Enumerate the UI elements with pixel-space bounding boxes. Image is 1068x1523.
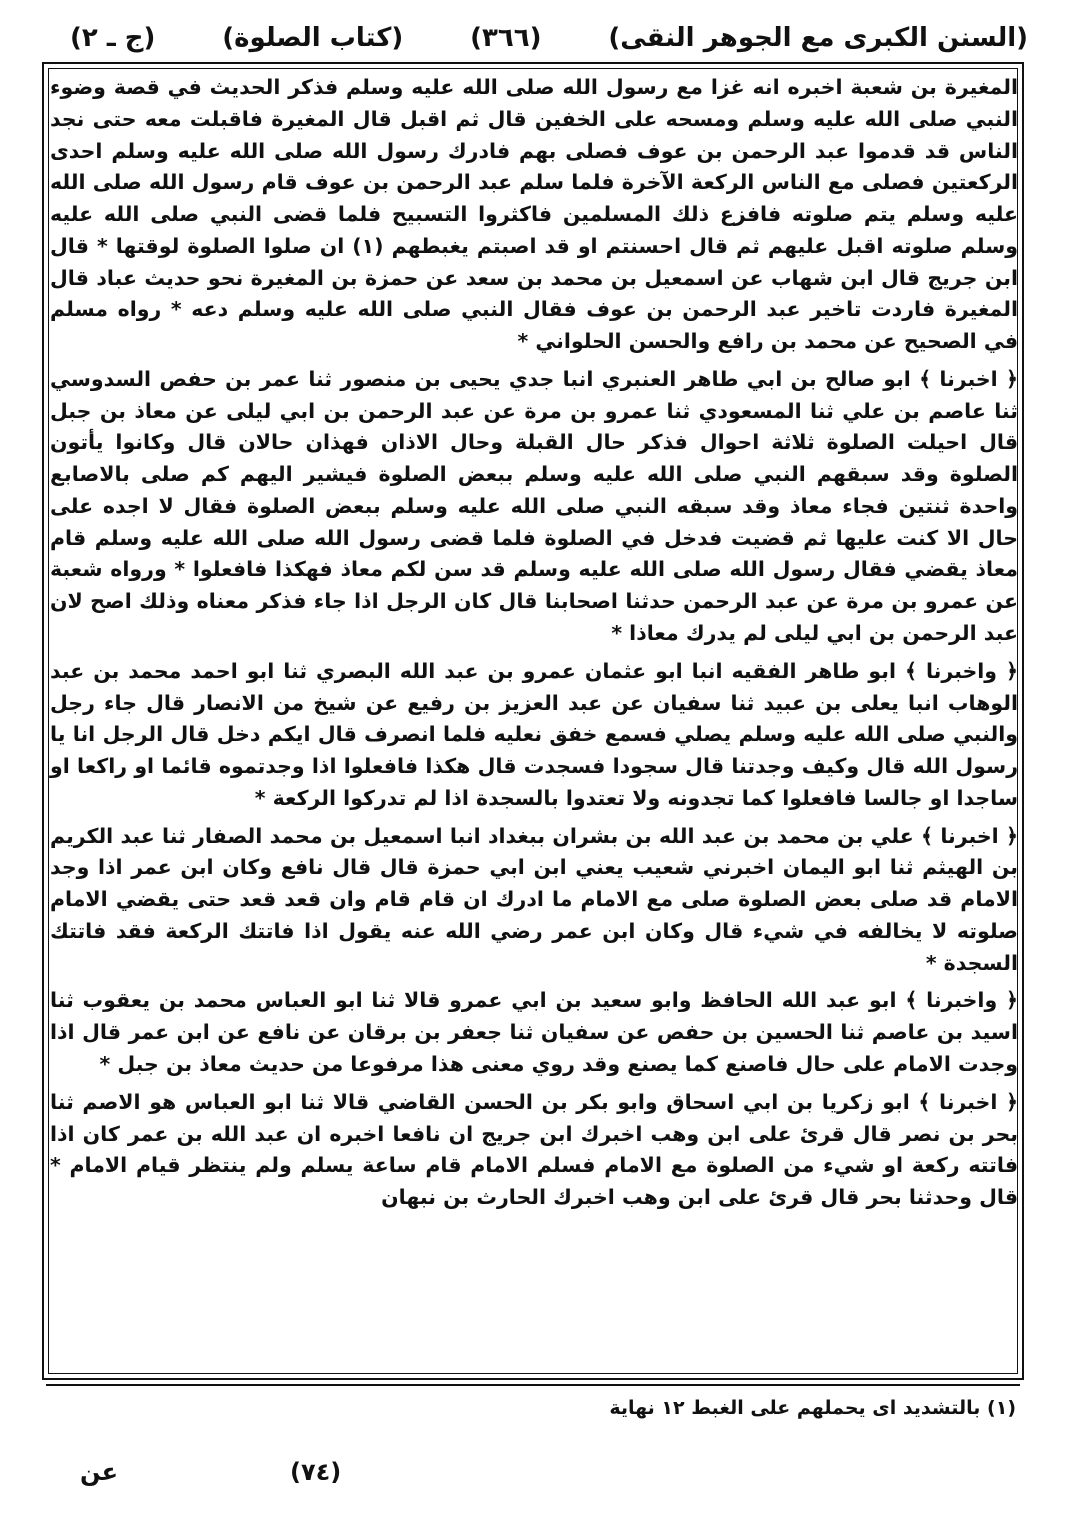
paragraph-1: المغيرة بن شعبة اخبره انه غزا مع رسول الله صلى الله عليه وسلم فذكر الحديث في قصة وضوء النبي صلى الله عليه وسلم ومسحه على الخفين قال ثم اقبل قال المغيرة فاقبلت معه حتى نجد الناس قد قدموا عبد الرحمن بن عوف فصلى بهم فادرك رسول الله صلى الله عليه وسلم احدى الركعتين فصلى مع الناس الركعة الآخرة فلما سلم عبد الرحمن بن عوف قام رسول الله صلى الله عليه وسلم يتم صلوته فافزع ذلك المسلمين فاكثروا التسبيح فلما قضى النبي صلى الله عليه وسلم صلوته اقبل عليهم ثم قال احسنتم او قد اصبتم يغبطهم (١) ان صلوا الصلوة لوقتها * قال ابن جريج قال ابن شهاب عن اسمعيل بن محمد بن سعد عن حمزة بن المغيرة نحو حديث عباد قال المغيرة فاردت تاخير عبد الرحمن بن عوف فقال النبي صلى الله عليه وسلم دعه * رواه مسلم في الصحيح عن محمد بن رافع والحسن الحلواني * [50,75,1018,354]
paragraph-6: ﴿ اخبرنا ﴾ ابو زكريا بن ابي اسحاق وابو بكر بن الحسن القاضي قالا ثنا ابو العباس هو الاصم ثنا بحر بن نصر قال قرئ على ابن وهب اخبرك ابن جريج ان نافعا اخبره ان عبد الله بن عمر كان اذا فاتته ركعة او شيء من الصلوة مع الامام فسلم الامام قام ساعة يسلم ولم ينتظر قيام الامام * قال وحدثنا بحر قال قرئ على ابن وهب اخبرك الحارث بن نبهان [50,1089,1018,1210]
page-header [70,18,1028,58]
footnote: (١) بالتشديد اى يحملهم على الغبط ١٢ نهاية [609,1397,1016,1419]
chapter-title: (كتاب الصلوة) [222,23,404,53]
footnote-divider [46,1384,1020,1386]
paragraph-3: ﴿ واخبرنا ﴾ ابو طاهر الفقيه انبا ابو عثمان عمرو بن عبد الله البصري ثنا ابو احمد محمد بن عبد الوهاب انبا يعلى بن عبيد ثنا سفيان عن عبد العزيز بن رفيع عن شيخ من الانصار قال جاء رجل والنبي صلى الله عليه وسلم يصلي فسمع خفق نعليه فلما انصرف قال ايكم دخل قال الرجل انا يا رسول الله قال وكيف وجدتنا قال سجودا فسجدت قال هكذا فافعلوا اذا وجدتموه قائما او راكعا او ساجدا او جالسا فافعلوا كما تجدونه ولا تعتدوا بالسجدة اذا لم تدركوا الركعة * [50,658,1018,810]
paragraph-4: ﴿ اخبرنا ﴾ علي بن محمد بن عبد الله بن بشران ببغداد انبا اسمعيل بن محمد الصفار ثنا عبد الكريم بن الهيثم ثنا ابو اليمان اخبرني شعيب يعني ابن ابي حمزة قال قال نافع وكان ابن عمر اذا وجد الامام قد صلى بعض الصلوة صلى مع الامام ما ادرك ان قام قام وان قعد قعد حتى يقضي الامام صلوته لا يخالفه في شيء قال وكان ابن عمر رضي الله عنه يقول اذا فاتتك الركعة فقد فاتتك السجدة * [50,823,1018,975]
book-title: (السنن الكبرى مع الجوهر النقى) [608,23,1028,53]
catchword: عن [80,1458,118,1486]
paragraph-5: ﴿ واخبرنا ﴾ ابو عبد الله الحافظ وابو سعيد بن ابي عمرو قالا ثنا ابو العباس محمد بن يعقوب ثنا اسيد بن عاصم ثنا الحسين بن حفص عن سفيان ثنا جعفر بن برقان عن نافع عن ابن عمر قال اذا وجدت الامام على حال فاصنع كما يصنع وقد روي معنى هذا مرفوعا من حديث معاذ بن جبل * [50,988,1018,1076]
paragraph-2: ﴿ اخبرنا ﴾ ابو صالح بن ابي طاهر العنبري انبا جدي يحيى بن منصور ثنا عمر بن حفص السدوسي ثنا عاصم بن علي ثنا المسعودي ثنا عمرو بن مرة عن عبد الرحمن بن ابي ليلى عن معاذ بن جبل قال احيلت الصلوة ثلاثة احوال فذكر حال القبلة وحال الاذان فهذان حالان قال وكانوا يأتون الصلوة وقد سبقهم النبي صلى الله عليه وسلم ببعض الصلوة فيشير اليهم كم صلى بالاصابع واحدة ثنتين فجاء معاذ وقد سبقه النبي صلى الله عليه وسلم ببعض الصلوة فقال لا اجده على حال الا كنت عليها ثم قضيت فدخل في الصلوة فلما قضى رسول الله صلى الله عليه وسلم قام معاذ يقضي فقال رسول الله صلى الله عليه وسلم قد سن لكم معاذ فهكذا فافعلوا * ورواه شعبة عن عمرو بن مرة عن عبد الرحمن حدثنا اصحابنا قال كان الرجل اذا جاء فذكر معناه وذلك اصح لان عبد الرحمن بن ابي ليلى لم يدرك معاذا * [50,366,1018,646]
main-text [50,72,1018,1372]
page-number: (٣٦٦) [470,23,542,53]
signature-mark: (٧٤) [290,1458,342,1486]
volume-number: (ج ـ ٢) [70,23,156,53]
